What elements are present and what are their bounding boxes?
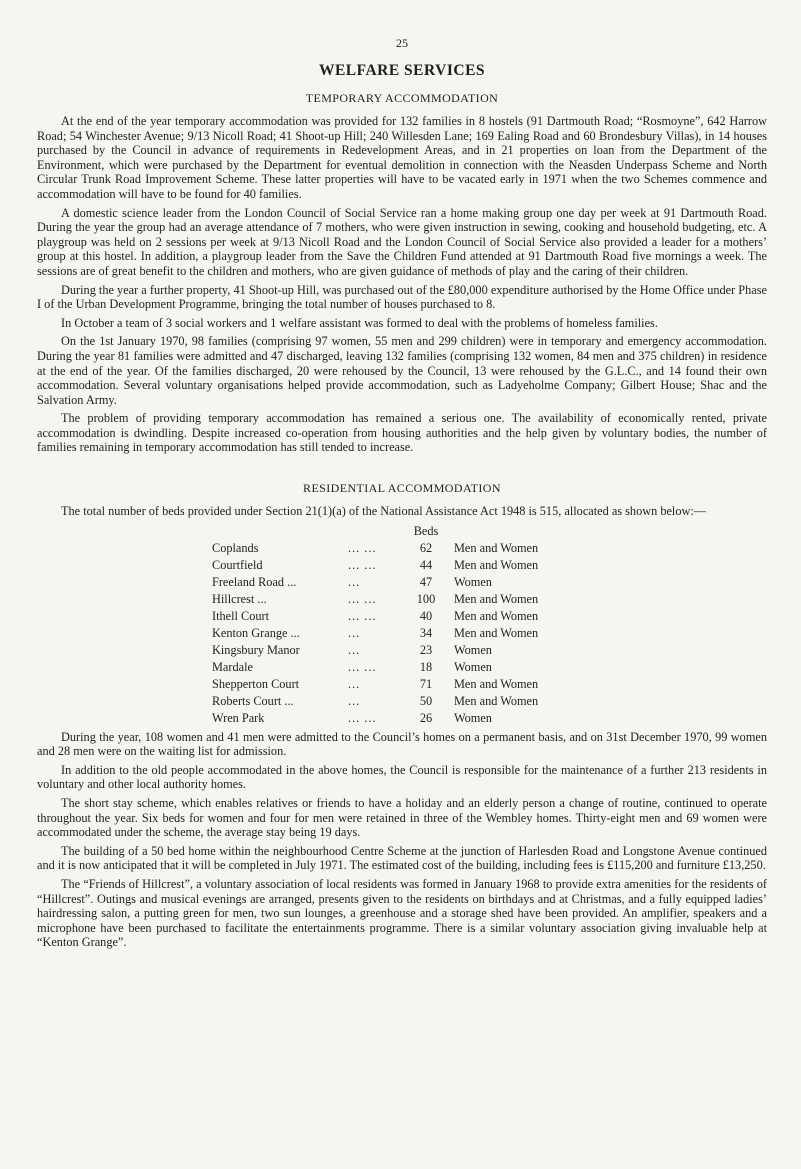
leader-dots: ...	[348, 642, 361, 657]
table-row	[212, 540, 604, 557]
table-row	[212, 574, 604, 591]
paragraph: In October a team of 3 social workers and 1 welfare assistant was formed to deal with the problems of homeless families.	[61, 315, 658, 330]
page-number: 25	[396, 36, 408, 50]
home-name: Kenton Grange ...	[212, 625, 300, 640]
table-row	[212, 557, 604, 574]
home-type: Men and Women	[454, 625, 539, 640]
table-row	[212, 642, 604, 659]
paragraph: During the year, 108 women and 41 men were admitted to the Council’s homes on a permanent basis, and on 31st December 1970, 99 women and 28 men were on the waiting list for admission.	[37, 729, 767, 759]
table-row	[212, 659, 604, 676]
leader-dots: ...	[348, 676, 361, 691]
bed-count: 47	[419, 574, 433, 589]
table-row	[212, 625, 604, 642]
beds-column-header: Beds	[413, 523, 439, 538]
bed-count: 34	[419, 625, 433, 640]
bed-count: 44	[419, 557, 433, 572]
paragraph: The “Friends of Hillcrest”, a voluntary association of local residents was formed in January 1968 to provide extra amenities for the residents of “Hillcrest”. Outings and musical evenings are arranged, presents given to the residents on birthdays and at Christmas, and a fully equipped ladies’ hairdressing salon, a putting green for men, two sun lounges, a greenhouse and a storage shed have been provided. An amplifier, speakers and a microphone have been purchased to facilitate the entertainments programme. There is a similar voluntary association giving invaluable help at “Kenton Grange”.	[37, 877, 767, 950]
table-row	[212, 608, 604, 625]
bed-count: 18	[419, 659, 433, 674]
home-name: Roberts Court ...	[212, 693, 294, 708]
home-type: Women	[454, 710, 492, 725]
paragraph: In addition to the old people accommodated in the above homes, the Council is responsible for the maintenance of a further 213 residents in voluntary and other local authority homes.	[37, 762, 767, 792]
home-type: Men and Women	[454, 608, 539, 623]
section-heading-residential: RESIDENTIAL ACCOMMODATION	[303, 481, 501, 496]
paragraph: At the end of the year temporary accommodation was provided for 132 families in 8 hostels (91 Dartmouth Road; “Rosmoyne”, 642 Harrow Road; 54 Winchester Avenue; 9/13 Nicoll Road; 41 Shoot-up Hill; 240 Willesden Lane; 169 Ealing Road and 60 Brondesbury Villas), in 14 houses purchased by the Council in advance of requirements in Redevelopment Areas, and in 21 properties on loan from the Department of the Environment, which were purchased by the Department for eventual demolition in connection with the Neasden Underpass Scheme and North Circular Trunk Road Improvement Scheme. These latter properties will have to be vacated early in 1971 when the two Schemes commence and accommodation will have to be found for 40 families.	[37, 114, 767, 201]
paragraph: The problem of providing temporary accommodation has remained a serious one. The availability of economically rented, private accommodation is dwindling. Despite increased co-operation from housing authorities and the help given by voluntary bodies, the number of families remaining in temporary accommodation has still tended to increase.	[37, 411, 767, 455]
leader-dots: ... ...	[348, 710, 377, 725]
leader-dots: ...	[348, 625, 361, 640]
home-name: Hillcrest ...	[212, 591, 267, 606]
paragraph: The total number of beds provided under Section 21(1)(a) of the National Assistance Act 1948 is 515, allocated as shown below:—	[61, 504, 707, 519]
table-row	[212, 710, 604, 727]
bed-count: 23	[419, 642, 433, 657]
leader-dots: ... ...	[348, 659, 377, 674]
bed-count: 50	[419, 693, 433, 708]
page-title: WELFARE SERVICES	[318, 62, 486, 79]
leader-dots: ... ...	[348, 540, 377, 555]
leader-dots: ...	[348, 574, 361, 589]
home-type: Men and Women	[454, 557, 539, 572]
home-type: Men and Women	[454, 693, 539, 708]
bed-count: 26	[419, 710, 433, 725]
bed-count: 62	[419, 540, 433, 555]
paragraph: During the year a further property, 41 Shoot-up Hill, was purchased out of the £80,000 expenditure authorised by the Home Office under Phase I of the Urban Development Programme, bringing the total number of houses purchased to 8.	[37, 282, 767, 312]
home-type: Men and Women	[454, 676, 539, 691]
home-type: Men and Women	[454, 591, 539, 606]
section-heading-temporary: TEMPORARY ACCOMMODATION	[305, 91, 499, 105]
beds-table	[212, 523, 604, 727]
home-name: Coplands	[212, 540, 259, 555]
table-row	[212, 693, 604, 710]
leader-dots: ... ...	[348, 591, 377, 606]
home-name: Ithell Court	[212, 608, 270, 623]
paragraph: On the 1st January 1970, 98 families (comprising 97 women, 55 men and 299 children) were in temporary and emergency accommodation. During the year 81 families were admitted and 47 discharged, leaving 132 families (comprising 132 women, 84 men and 375 children) in residence at the end of the year. Of the families discharged, 20 were rehoused by the Council, 13 were rehoused by the G.L.C., and 14 found their own accommodation. Several voluntary organisations helped provide accommodation, such as Ladyeholme Company; Gilbert House; Shac and the Salvation Army.	[37, 334, 767, 407]
leader-dots: ... ...	[348, 608, 377, 623]
home-type: Women	[454, 574, 492, 589]
table-header-row	[212, 523, 604, 540]
paragraph: The short stay scheme, which enables relatives or friends to have a holiday and an elderly person a change of routine, continued to operate throughout the year. Six beds for women and four for men were retained in three of the Wembley homes. Thirty-eight men and 69 women were accommodated under the scheme, the average stay being 19 days.	[37, 796, 767, 840]
home-type: Women	[454, 659, 492, 674]
home-type: Women	[454, 642, 492, 657]
table-row	[212, 676, 604, 693]
bed-count: 100	[416, 591, 436, 606]
paragraph: The building of a 50 bed home within the neighbourhood Centre Scheme at the junction of Harlesden Road and Longstone Avenue continued and it is now anticipated that it will be completed in July 1971. The estimated cost of the building, including fees is £115,200 and furniture £13,250.	[37, 843, 767, 873]
leader-dots: ...	[348, 693, 361, 708]
home-name: Wren Park	[212, 710, 265, 725]
home-name: Freeland Road ...	[212, 574, 297, 589]
bed-count: 40	[419, 608, 433, 623]
paragraph: A domestic science leader from the London Council of Social Service ran a home making group one day per week at 91 Dartmouth Road. During the year the group had an average attendance of 7 mothers, who were given instruction in sewing, cooking and household budgeting, etc. A playgroup was held on 2 sessions per week at 9/13 Nicoll Road and the London Council of Social Service also provided a leader for a mothers’ group at this hostel. In addition, a playgroup leader from the Save the Children Fund attended at 91 Dartmouth Road five mornings a week. The sessions are of great benefit to the children and mothers, who are given guidance of methods of play and the caring of their children.	[37, 205, 767, 278]
home-name: Shepperton Court	[212, 676, 300, 691]
home-name: Mardale	[212, 659, 253, 674]
bed-count: 71	[419, 676, 433, 691]
home-type: Men and Women	[454, 540, 539, 555]
home-name: Courtfield	[212, 557, 263, 572]
table-row	[212, 591, 604, 608]
home-name: Kingsbury Manor	[212, 642, 300, 657]
leader-dots: ... ...	[348, 557, 377, 572]
